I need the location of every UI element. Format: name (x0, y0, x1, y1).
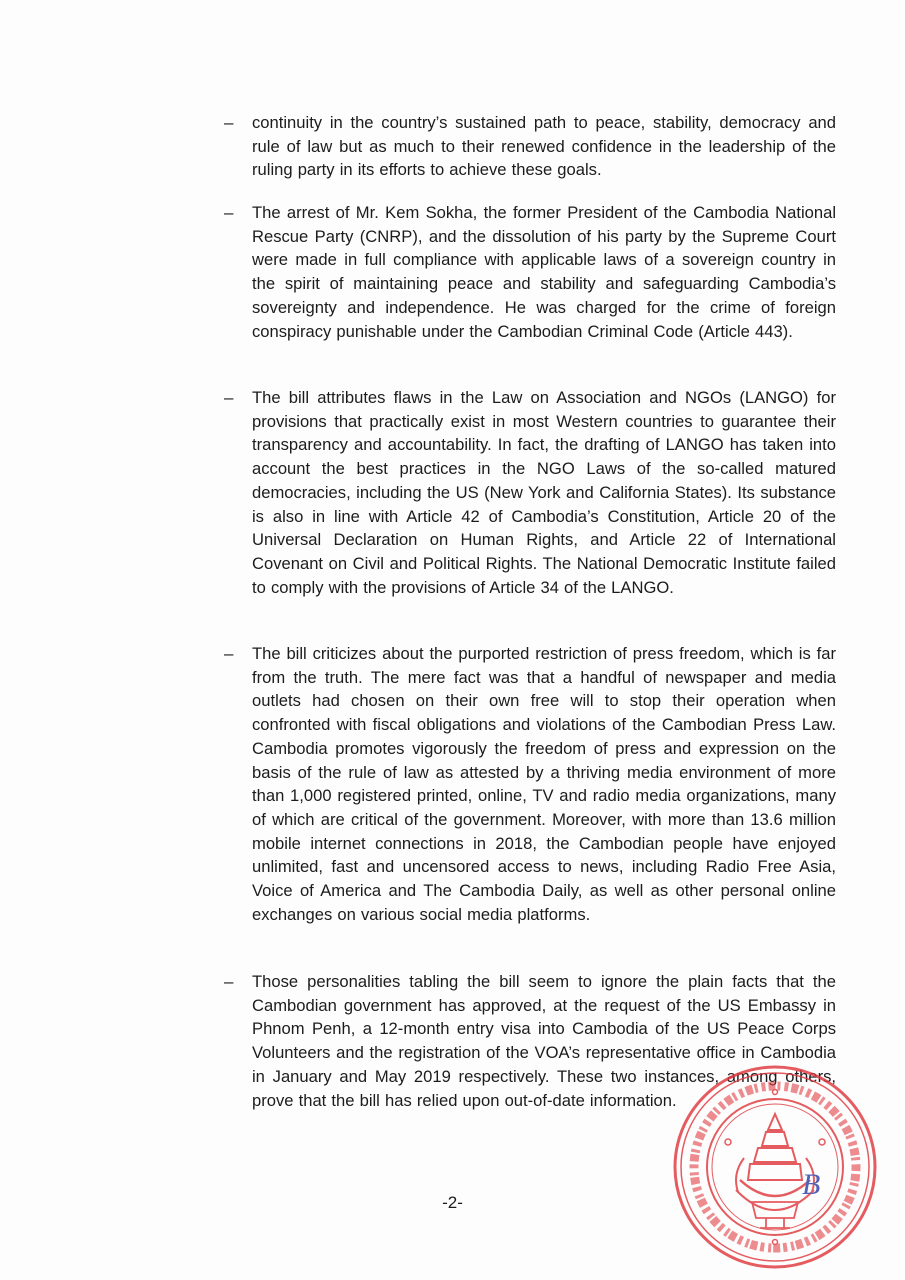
bullet-item (224, 642, 836, 926)
bullet-dash: – (224, 203, 234, 222)
bullet-item (224, 386, 836, 599)
paragraph-kem-sokha: The arrest of Mr. Kem Sokha, the former President of the Cambodia National Rescue Party (CNRP), and the dissolution of his party by the Supreme Court were made in full compliance with applicable laws of a sovereign country in the spirit of maintaining peace and stability and safeguarding Cambodia’s sovereignty and independence. He was charged for the crime of foreign conspiracy punishable under the Cambodian Criminal Code (Article 443). (252, 203, 836, 341)
paragraph-lango: The bill attributes flaws in the Law on Association and NGOs (LANGO) for provisions that practically exist in most Western countries to guarantee their transparency and accountability. In fact, the drafting of LANGO has taken into account the best practices in the NGO Laws of the so-called matured democracies, including the US (New York and California States). Its substance is also in line with Article 42 of Cambodia’s Constitution, Article 20 of the Universal Declaration on Human Rights, and Article 22 of International Covenant on Civil and Political Rights. The National Democratic Institute failed to comply with the provisions of Article 34 of the LANGO. (252, 388, 836, 597)
bullet-item (224, 111, 836, 182)
official-seal-icon (670, 1062, 880, 1272)
page-number: -2- (442, 1193, 463, 1212)
paragraph-press-freedom: The bill criticizes about the purported restriction of press freedom, which is far from the truth. The mere fact was that a handful of newspaper and media outlets had chosen on their own free will to stop their operation when confronted with fiscal obligations and violations of the Cambodian Press Law. Cambodia promotes vigorously the freedom of press and expression on the basis of the rule of law as attested by a thriving media environment of more than 1,000 registered printed, online, TV and radio media organizations, many of which are critical of the government. Moreover, with more than 13.6 million mobile internet connections in 2018, the Cambodian people have enjoyed unlimited, fast and uncensored access to news, including Radio Free Asia, Voice of America and The Cambodia Daily, as well as other personal online exchanges on various social media platforms. (252, 644, 836, 924)
paragraph-continuity: continuity in the country’s sustained path to peace, stability, democracy and rule of law but as much to their renewed confidence in the leadership of the ruling party in its efforts to achieve these goals. (252, 113, 836, 180)
bullet-dash: – (224, 972, 234, 991)
bullet-dash: – (224, 113, 234, 132)
bullet-item (224, 201, 836, 343)
bullet-dash: – (224, 644, 234, 663)
signature-initial: B (802, 1168, 821, 1201)
bullet-dash: – (224, 388, 234, 407)
paragraph-peace-corps: Those personalities tabling the bill seem to ignore the plain facts that the Cambodian government has approved, at the request of the US Embassy in Phnom Penh, a 12-month entry visa into Cambodia of the US Peace Corps Volunteers and the registration of the VOA’s representative office in Cambodia in January and May 2019 respectively. These two instances, among others, prove that the bill has relied upon out-of-date information. (252, 972, 836, 1110)
